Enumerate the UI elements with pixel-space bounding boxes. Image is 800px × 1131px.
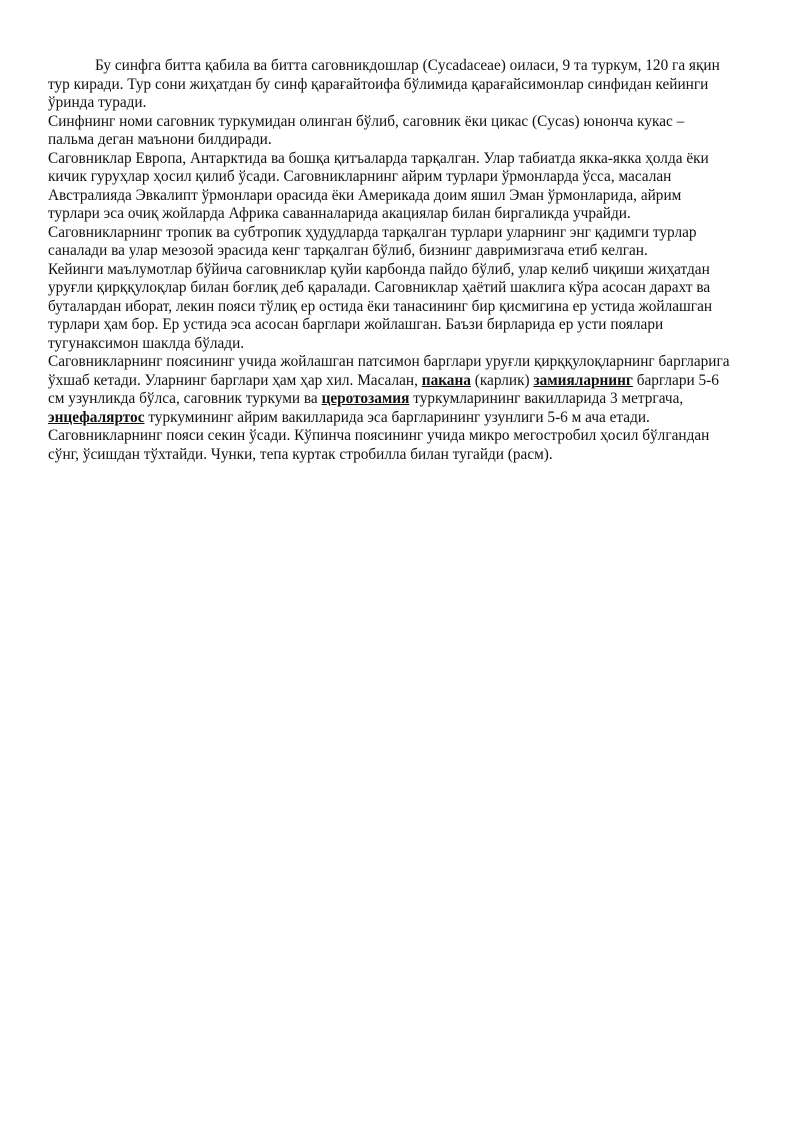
- paragraph-name-origin: Синфнинг номи саговник туркумидан олинган бўлиб, саговник ёки цикас (Cycas) юнонча кукас – пальма деган маънони билдиради.: [48, 112, 685, 148]
- paragraph-intro: Бу синфга битта қабила ва битта саговникдошлар (Cycadaceae) оиласи, 9 та туркум, 120 га яқин тур киради. Тур сони жиҳатдан бу синф қарағайтоифа бўлимида қарағайсимонлар синфидан кейинги ўринда туради.: [48, 57, 720, 111]
- document-page: [48, 57, 730, 464]
- paragraph-origin-data: Кейинги маълумотлар бўйича саговниклар қуйи карбонда пайдо бўлиб, улар келиб чиқиши жиҳатдан уруғли қирққулоқлар билан боғлиқ деб қаралади. Саговниклар ҳаётий шаклига кўра асосан дарахт ва буталардан иборат, лекин пояси тўлиқ ер остида ёки танасининг бир қисмигина ер устида жойлашган турлари ҳам бор. Ер устида эса асосан барглари жойлашган. Баъзи бирларида ер усти поялари тугунаксимон шаклда бўлади.: [48, 260, 713, 352]
- text-segment: Саговникларнинг поясининг учида жойлашган патсимон барглари уруғли қирққулоқларнинг баргларига ўхшаб кетади. Уларнинг барглари ҳам ҳар хил. Масалан,: [48, 353, 730, 389]
- term-encephalartos: энцефаляртос: [48, 408, 145, 426]
- term-pakana: пакана: [421, 371, 471, 389]
- paragraph-distribution: Саговниклар Европа, Антарктида ва бошқа қитъаларда тарқалган. Улар табиатда якка-якка ҳолда ёки кичик гуруҳлар ҳосил қилиб ўсади. Саговникларнинг айрим турлари ўрмонларда ўсса, масалан Австралияда Эвкалипт ўрмонлари орасида ёки Америкада доим яшил Эман ўрмонларида, айрим турлари эса очиқ жойларда Африка саванналарида акациялар билан биргаликда учрайди.: [48, 149, 709, 222]
- paragraph-leaves: [48, 353, 730, 464]
- term-zamia: замияларнинг: [533, 371, 633, 389]
- paragraph-tropical-species: Саговникларнинг тропик ва субтропик ҳудудларда тарқалган турлари уларнинг энг қадимги турлар саналади ва улар мезозой эрасида кенг тарқалган бўлиб, бизнинг давримизгача етиб келган.: [48, 223, 697, 259]
- text-segment: барглари 5-6 см узунликда бўлса, саговник туркуми ва: [48, 371, 719, 407]
- term-ceratozamia: церотозамия: [321, 390, 410, 407]
- text-segment: (карлик): [470, 371, 534, 389]
- text-segment: туркумининг айрим вакилларида эса баргларининг узунлиги 5-6 м ача етади. Саговникларнинг пояси секин ўсади. Кўпинча поясининг учида микро мегостробил ҳосил бўлгандан сўнг, ўсишдан тўхтайди. Чунки, тепа куртак стробилла билан тугайди (расм).: [48, 408, 710, 463]
- text-segment: туркумларининг вакилларида 3 метргача,: [409, 390, 684, 407]
